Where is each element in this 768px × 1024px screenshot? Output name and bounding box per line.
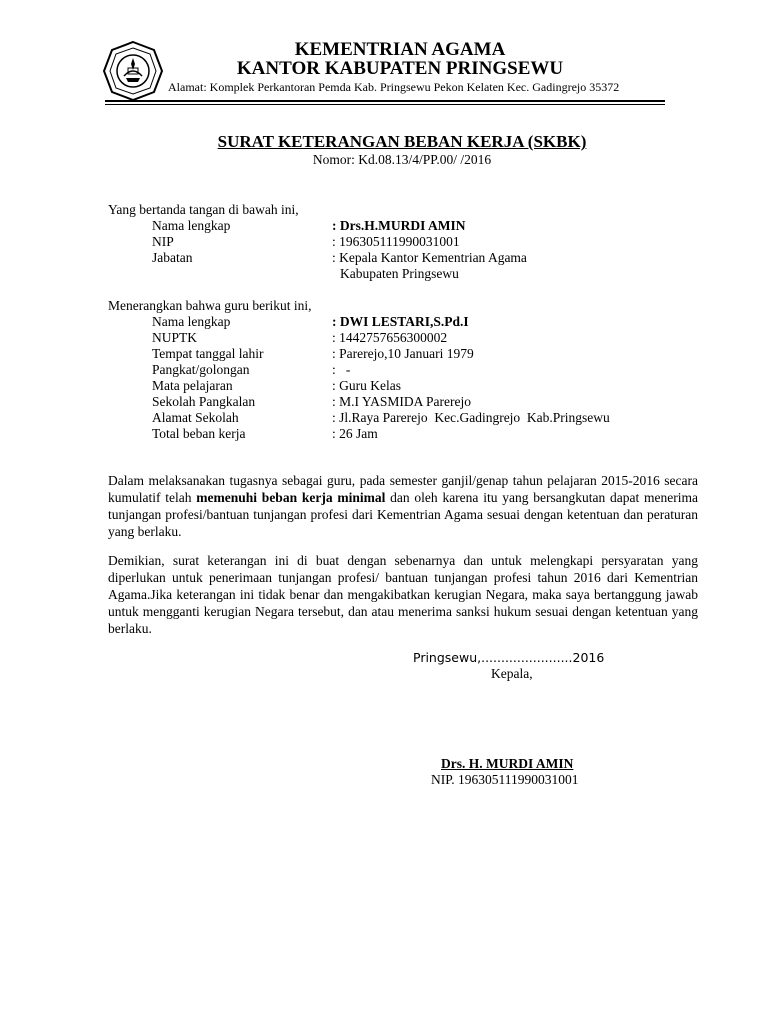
signer-position-value: : Kepala Kantor Kementrian Agama bbox=[332, 250, 527, 265]
signer-intro: Yang bertanda tangan di bawah ini, bbox=[108, 202, 299, 217]
teacher-birth-label: Tempat tanggal lahir bbox=[152, 346, 264, 361]
teacher-intro: Menerangkan bahwa guru berikut ini, bbox=[108, 298, 312, 313]
teacher-subject-label: Mata pelajaran bbox=[152, 378, 233, 393]
signer-signature-name: Drs. H. MURDI AMIN bbox=[441, 756, 574, 771]
closing-paragraph: Demikian, surat keterangan ini di buat dengan sebenarnya dan untuk melengkapi persyaratan yang diperlukan untuk penerimaan tunjangan profesi/ bantuan tunjangan profesi tahun 2016 dari Kementrian Agama.Jika keterangan ini tidak benar dan mengakibatkan kerugian Negara, maka saya bertanggung jawab untuk mengganti kerugian Negara tersebut, dan atau menerima sanksi hukum sesuai dengan ketentuan yang berlaku. bbox=[108, 553, 698, 636]
signer-name-label: Nama lengkap bbox=[152, 218, 231, 233]
teacher-nuptk-value: : 1442757656300002 bbox=[332, 330, 448, 345]
teacher-rank-label: Pangkat/golongan bbox=[152, 362, 250, 377]
signer-position-continued: Kabupaten Pringsewu bbox=[340, 266, 459, 281]
teacher-rank-value: : - bbox=[332, 362, 351, 377]
statement-paragraph bbox=[108, 472, 698, 540]
teacher-workload-label: Total beban kerja bbox=[152, 426, 246, 441]
teacher-name-label: Nama lengkap bbox=[152, 314, 231, 329]
signer-nip-label: NIP bbox=[152, 234, 174, 249]
signer-role: Kepala, bbox=[491, 666, 533, 681]
teacher-school-value: : M.I YASMIDA Parerejo bbox=[332, 394, 471, 409]
letterhead-rule-thin bbox=[105, 104, 665, 105]
statement-emphasis: memenuhi beban kerja minimal bbox=[196, 490, 386, 505]
ministry-logo bbox=[102, 40, 164, 102]
signer-signature-nip: NIP. 196305111990031001 bbox=[431, 772, 579, 787]
teacher-school-address-value: : Jl.Raya Parerejo Kec.Gadingrejo Kab.Pringsewu bbox=[332, 410, 610, 425]
office-name: KANTOR KABUPATEN PRINGSEWU bbox=[236, 58, 564, 79]
document-title: SURAT KETERANGAN BEBAN KERJA (SKBK) bbox=[217, 132, 587, 151]
teacher-name-value: : DWI LESTARI,S.Pd.I bbox=[332, 314, 469, 329]
document-number: Nomor: Kd.08.13/4/PP.00/ /2016 bbox=[312, 152, 492, 167]
letterhead-rule-thick bbox=[105, 100, 665, 102]
teacher-school-address-label: Alamat Sekolah bbox=[152, 410, 239, 425]
teacher-school-label: Sekolah Pangkalan bbox=[152, 394, 256, 409]
signer-name-value: : Drs.H.MURDI AMIN bbox=[332, 218, 466, 233]
teacher-birth-value: : Parerejo,10 Januari 1979 bbox=[332, 346, 474, 361]
teacher-workload-value: : 26 Jam bbox=[332, 426, 378, 441]
teacher-nuptk-label: NUPTK bbox=[152, 330, 198, 345]
statement-text-start: Dalam melaksanakan tugasnya sebagai guru, pada semester ganjil/genap tahun pelajaran 2015-2016 secara kumulatif telah bbox=[108, 473, 698, 505]
office-address: Alamat: Komplek Perkantoran Pemda Kab. Pringsewu Pekon Kelaten Kec. Gadingrejo 35372 bbox=[168, 80, 620, 94]
statement-text-end: dan oleh karena itu yang bersangkutan dapat menerima tunjangan profesi/bantuan tunjangan profesi dari Kementrian Agama sesuai dengan ketentuan dan peraturan yang berlaku. bbox=[108, 490, 698, 539]
teacher-subject-value: : Guru Kelas bbox=[332, 378, 401, 393]
ministry-name: KEMENTRIAN AGAMA bbox=[294, 39, 506, 60]
place-date: Pringsewu,.......................2016 bbox=[413, 650, 605, 665]
signer-position-label: Jabatan bbox=[152, 250, 193, 265]
signer-nip-value: : 196305111990031001 bbox=[332, 234, 460, 249]
